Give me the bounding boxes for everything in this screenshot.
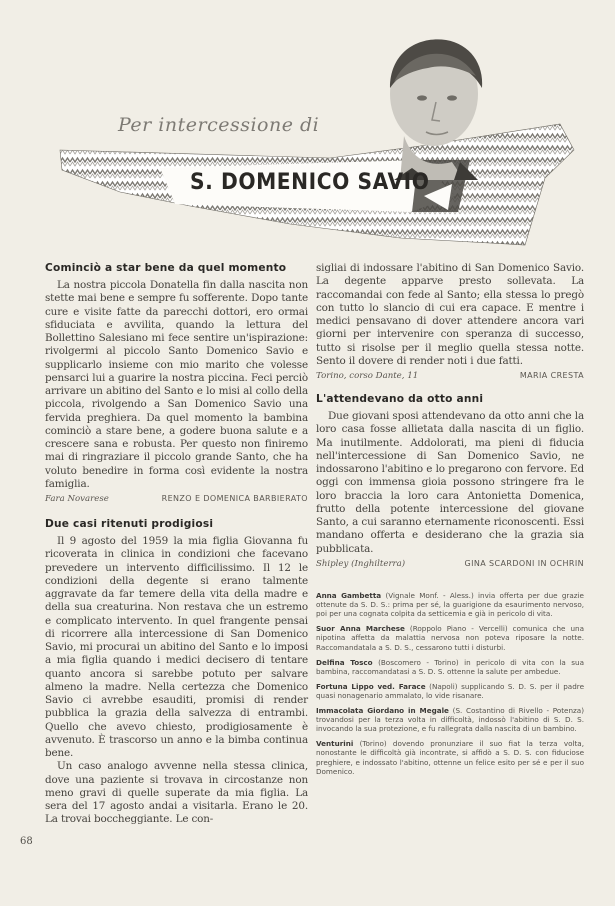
article-text: sigliai di indossare l'abitino di San Domenico Savio. La degente apparve presto sollevata. La raccomandai con fede al Santo; ella stessa lo pregò con tutto lo slancio di cui era capace. E mentre i medici pensavano di dover attendere ancora vari giorni per intervenire con speranza di successo, tutto si risolse per il meglio quella stessa notte. Sento il dovere di render noti i due fatti. bbox=[316, 262, 584, 367]
grace-note bbox=[316, 591, 584, 619]
note-text: (Vignale Monf. - Aless.) invia offerta per due grazie ottenute da S. D. S.: prima per sé, la guarigione da esaurimento nervoso, poi per una cognata colpita da setticemia e già in pericolo di vita. bbox=[316, 590, 584, 619]
article-heading: Cominciò a star bene da quel momento bbox=[45, 262, 287, 274]
grace-notes bbox=[316, 591, 584, 777]
signature-name: MARIA CRESTA bbox=[519, 371, 584, 380]
note-person: Fortuna Lippo ved. Farace bbox=[316, 681, 426, 691]
article-heading: L'attendevano da otto anni bbox=[316, 393, 484, 405]
signature-name: RENZO E DOMENICA BARBIERATO bbox=[161, 494, 308, 503]
signature-place: Shipley (Inghilterra) bbox=[316, 558, 406, 569]
note-person: Venturini bbox=[316, 739, 354, 749]
article-text: Due giovani sposi attendevano da otto anni che la loro casa fosse allietata dalla nascita di un figlio. Ma inutilmente. Addolorati, ma pieni di fiducia nell'intercessione di San Domenico Savio, ne indossarono l'abitino e lo pregarono con fervore. Ed oggi con immensa gioia possono stringere fra le loro braccia la loro cara Antonietta Domenica, frutto della potente intercessione del giovane Santo, a cui saranno eternamente riconoscenti. Essi mandano offerta e desiderano che la grazia sia pubblicata. bbox=[316, 410, 584, 555]
left-column bbox=[45, 262, 308, 827]
grace-note bbox=[316, 706, 584, 734]
grace-note bbox=[316, 658, 584, 677]
note-person: Suor Anna Marchese bbox=[316, 624, 405, 634]
article-header bbox=[0, 0, 615, 262]
page-title: S. DOMENICO SAVIO bbox=[190, 170, 430, 195]
article-text: Un caso analogo avvenne nella stessa clinica, dove una paziente si trovava in circostanze non meno gravi di quelle superate da mia figlia. La sera del 17 agosto andai a visitarla. Erano le 20. La trovai boccheggiante. Le con- bbox=[45, 760, 308, 826]
note-person: Delfina Tosco bbox=[316, 657, 373, 667]
signature bbox=[316, 371, 584, 381]
note-text: (S. Costantino di Rivello - Potenza) trovandosi per la terza volta in difficoltà, indossò l'abitino di S. D. S. invocando la sua protezione, e fu rallegrata dalla nascita di un bambino. bbox=[316, 705, 584, 734]
article-heading: Due casi ritenuti prodigiosi bbox=[45, 518, 214, 530]
note-person: Anna Gambetta bbox=[316, 590, 382, 600]
signature bbox=[316, 559, 584, 569]
note-person: Immacolata Giordano in Megale bbox=[316, 705, 449, 715]
saint-portrait bbox=[360, 30, 500, 180]
article-text: Il 9 agosto del 1959 la mia figlia Giovanna fu ricoverata in clinica in condizioni che facevano prevedere un intervento difficilissimo. Il 12 le condizioni della degente si erano talmente aggravate da far temere della vita della madre e della sua creaturina. Non restava che un estremo e complicato intervento. In quel frangente pensai di ricorrere alla intercessione di San Domenico Savio, mi procurai un abitino del Santo e lo imposi a mia figlia quando i medici decisero di tentare quanto ancora si sarebbe potuto per salvare almeno la madre. Nella certezza che Domenico Savio ci avrebbe esauditi, promisi di render pubblica la grazia della salvezza di entrambi. Quello che avevo chiesto, prodigiosamente è avvenuto. È trascorso un anno e la bimba continua bene. bbox=[45, 535, 308, 759]
article-text: La nostra piccola Donatella fin dalla nascita non stette mai bene e sempre fu sofferente. Dopo tante cure e visite fatte da parecchi dottori, ero ormai sfiduciata e avvilita, quando la lettura del Bollettino Salesiano mi fece sentire un'ispirazione: rivolgermi al piccolo Santo Domenico Savio e supplicarlo insieme con mio marito che volesse pensarci lui a guarire la nostra piccina. Feci perciò arrivare un abitino del Santo e lo misi al collo della piccola, rivolgendo a San Domenico Savio una fervida preghiera. Da quel momento la bambina cominciò a stare bene, a godere buona salute e a crescere sana e robusta. Per questo non finiremo mai di ringraziare il piccolo grande Santo, che ha voluto benedire in forma così evidente la nostra famiglia. bbox=[45, 279, 308, 490]
right-column bbox=[316, 262, 584, 782]
page-number: 68 bbox=[20, 836, 33, 847]
signature-place: Fara Novarese bbox=[45, 494, 109, 504]
grace-note bbox=[316, 624, 584, 652]
signature-place: Torino, corso Dante, 11 bbox=[316, 371, 419, 381]
grace-note bbox=[316, 739, 584, 776]
signature bbox=[45, 494, 308, 504]
note-text: (Boscomero - Torino) in pericolo di vita con la sua bambina, raccomandatasi a S. D. S. ottenne la salute per ambedue. bbox=[316, 657, 584, 676]
signature-name: GINA SCARDONI IN OCHRIN bbox=[464, 558, 584, 568]
note-text: (Torino) dovendo pronunziare il suo fiat la terza volta, nonostante le difficoltà già incontrate, si affidò a S. D. S. con fiduciose preghiere, e indossato l'abitino, ottenne un felice esito per sé e per il suo Domenico. bbox=[316, 739, 584, 776]
note-text: (Roppolo Piano - Vercelli) comunica che una nipotina affetta da malattia nervosa non poteva riposare la notte. Raccomandatala a S. D. S., cessarono tutti i disturbi. bbox=[316, 624, 584, 652]
grace-note bbox=[316, 682, 584, 701]
note-text: (Napoli) supplicando S. D. S. per il padre quasi nonagenario ammalato, lo vide risanare. bbox=[316, 681, 584, 700]
script-subtitle: Per intercessione di bbox=[118, 114, 320, 136]
